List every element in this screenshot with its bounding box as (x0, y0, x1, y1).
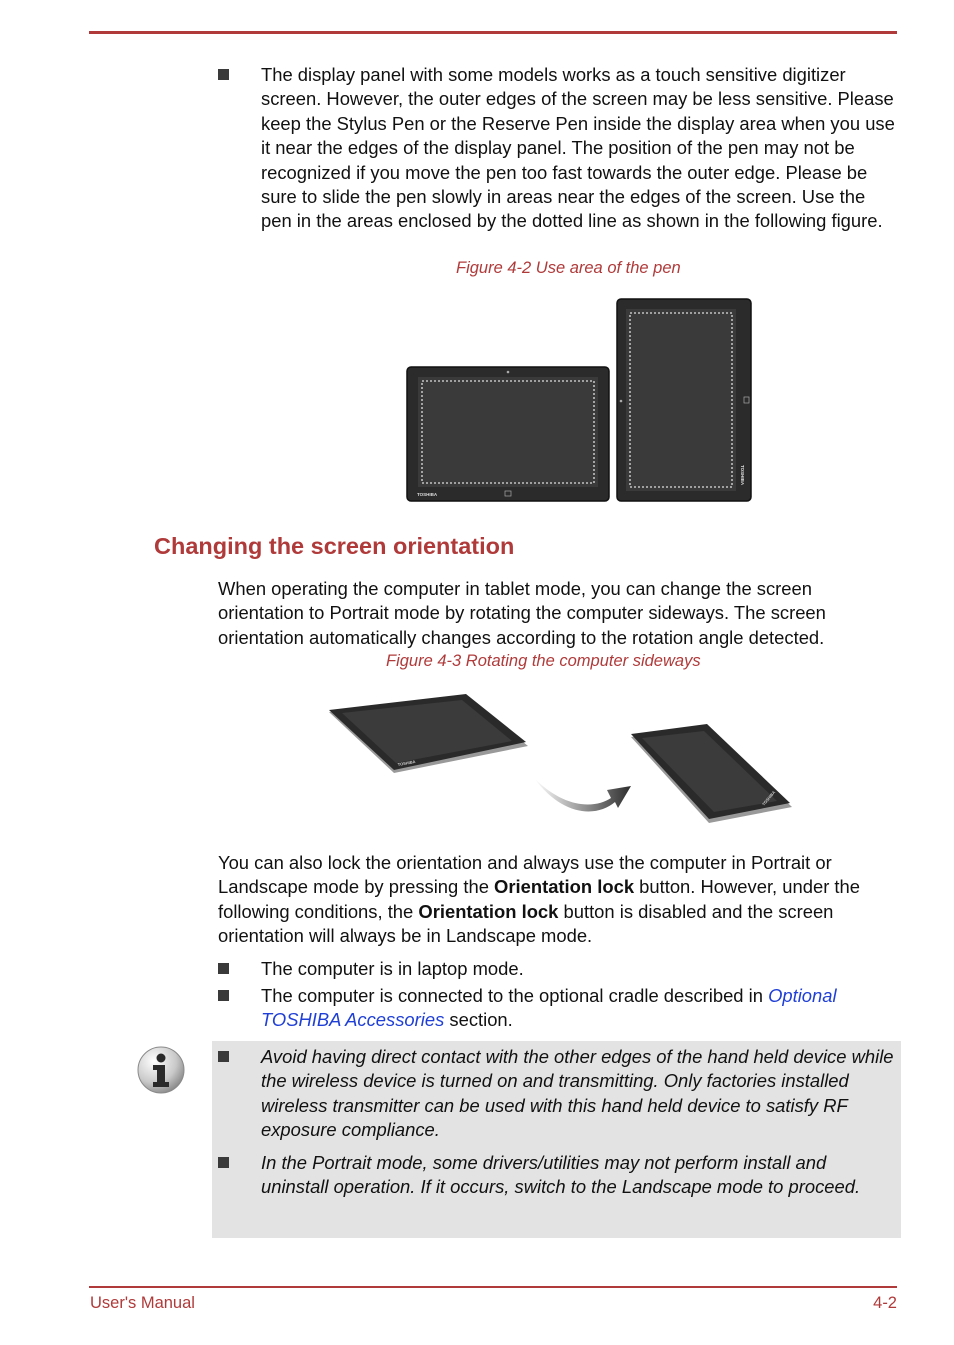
section-heading: Changing the screen orientation (154, 533, 515, 559)
rotation-arrow-icon (534, 778, 631, 811)
bullet-text: The display panel with some models works as a touch sensitive digitizer screen. However, the outer edges of the screen may be less sensitive. Please keep the Stylus Pen or the Reserve Pen inside the display area when you use it near the edges of the display panel. The position of the pen may not be recognized if you move the pen too fast towards the outer edge. Please be sure to slide the pen slowly in areas near the edges of the screen. Use the pen in the areas enclosed by the dotted line as shown in the following figure. (261, 64, 895, 232)
note-item (218, 1045, 894, 1143)
orientation-lock-term: Orientation lock (418, 900, 559, 922)
intro-paragraph: When operating the computer in tablet mode, you can change the screen orientation to Portrait mode by rotating the computer sideways. The screen orientation automatically changes according to the rotation angle detected. (218, 578, 826, 648)
accessories-link[interactable]: Optional TOSHIBA Accessories (261, 985, 837, 1031)
condition-text-post: section. (444, 1009, 513, 1031)
brand-logo: TOSHIBA (740, 465, 745, 486)
pen-use-area-figure (405, 297, 753, 503)
page-number: 4-2 (873, 1294, 897, 1312)
tablet-tilted-landscape (329, 694, 528, 773)
info-icon (137, 1046, 185, 1094)
brand-logo: TOSHIBA (397, 758, 416, 767)
bullet-square-icon (218, 963, 229, 974)
footer-rule (89, 1286, 897, 1288)
bullet-square-icon (218, 990, 229, 1001)
condition-text-pre: The computer is connected to the optional cradle described in (261, 985, 769, 1006)
header-rule (89, 31, 897, 34)
bullet-square-icon (218, 1157, 229, 1168)
orientation-lock-paragraph (218, 851, 898, 949)
condition-item (218, 984, 898, 1033)
rotation-figure (326, 690, 796, 826)
tablet-portrait (617, 299, 751, 501)
condition-item (218, 957, 898, 981)
note-text: Avoid having direct contact with the other edges of the hand held device while the wireless device is turned on and transmitting. Only factories installed wireless transmitter can be used with this hand held device to satisfy RF exposure compliance. (261, 1046, 894, 1141)
note-text: In the Portrait mode, some drivers/utilities may not perform install and uninstall operation. If it occurs, switch to the Landscape mode to proceed. (261, 1152, 861, 1198)
figure-caption: Figure 4-2 Use area of the pen (456, 259, 681, 277)
lock-text-3: button is disabled and the screen orientation will always be in Landscape mode. (218, 900, 834, 947)
orientation-lock-term: Orientation lock (494, 876, 635, 898)
figure-caption: Figure 4-3 Rotating the computer sideways (386, 652, 701, 670)
lock-text-1: You can also lock the orientation and always use the computer in Portrait or Landscape mode by pressing the (218, 852, 832, 898)
bullet-square-icon (218, 69, 229, 80)
tablet-tilted-portrait (631, 724, 792, 823)
condition-text (261, 984, 898, 1033)
bullet-item (218, 63, 898, 234)
tablet-landscape (407, 367, 609, 501)
condition-text: The computer is in laptop mode. (261, 958, 524, 979)
lock-text-2: button. However, under the following conditions, the (218, 876, 860, 922)
footer-title: User's Manual (90, 1294, 195, 1312)
bullet-square-icon (218, 1051, 229, 1062)
brand-logo: TOSHIBA (760, 789, 777, 807)
note-item (218, 1151, 894, 1200)
brand-logo: TOSHIBA (417, 492, 438, 497)
